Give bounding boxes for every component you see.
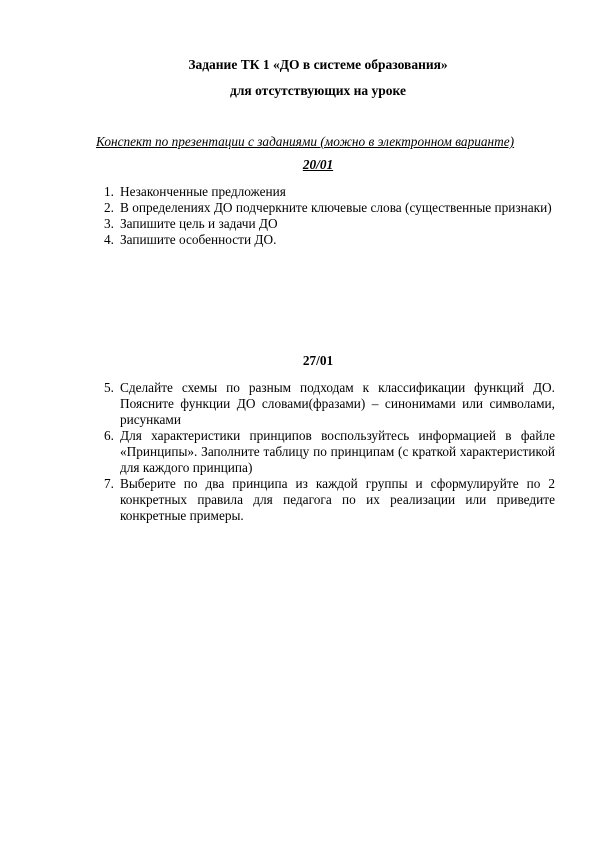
item-number: 4. — [104, 232, 114, 247]
document-subtitle-absent: для отсутствующих на уроке — [230, 83, 406, 98]
item-text: Незаконченные предложения — [120, 184, 286, 199]
summary-instruction: Конспект по презентации с заданиями (можно в электронном варианте) — [96, 134, 515, 149]
document-title: Задание ТК 1 «ДО в системе образования» — [188, 57, 448, 72]
task-list-2 — [0, 380, 555, 524]
item-number: 6. — [104, 428, 114, 443]
item-number: 5. — [104, 380, 114, 395]
list-item — [0, 232, 555, 248]
item-text: Для характеристики принципов воспользуйтесь информацией в файле «Принципы». Заполните таблицу по принципам (с краткой характеристикой для каждого принципа) — [120, 428, 555, 475]
section-date-1: 20/01 — [302, 157, 334, 172]
list-item — [0, 380, 555, 428]
list-item — [0, 428, 555, 476]
item-text: Выберите по два принципа из каждой группы и сформулируйте по 2 конкретных правила для педагога по их реализации или приведите конкретные примеры. — [120, 476, 555, 523]
item-number: 1. — [104, 184, 114, 199]
list-item — [0, 216, 555, 232]
item-number: 7. — [104, 476, 114, 491]
item-text: Запишите цель и задачи ДО — [120, 216, 278, 231]
list-item — [0, 184, 555, 200]
item-text: Запишите особенности ДО. — [120, 232, 277, 247]
section-date-2: 27/01 — [302, 353, 334, 368]
item-text: Сделайте схемы по разным подходам к классификации функций ДО. Поясните функции ДО словами(фразами) – синонимами или символами, рисунками — [120, 380, 555, 427]
list-item — [0, 200, 555, 216]
item-text: В определениях ДО подчеркните ключевые слова (существенные признаки) — [120, 200, 552, 215]
item-number: 2. — [104, 200, 114, 215]
item-number: 3. — [104, 216, 114, 231]
list-item — [0, 476, 555, 524]
task-list-1 — [0, 184, 555, 248]
